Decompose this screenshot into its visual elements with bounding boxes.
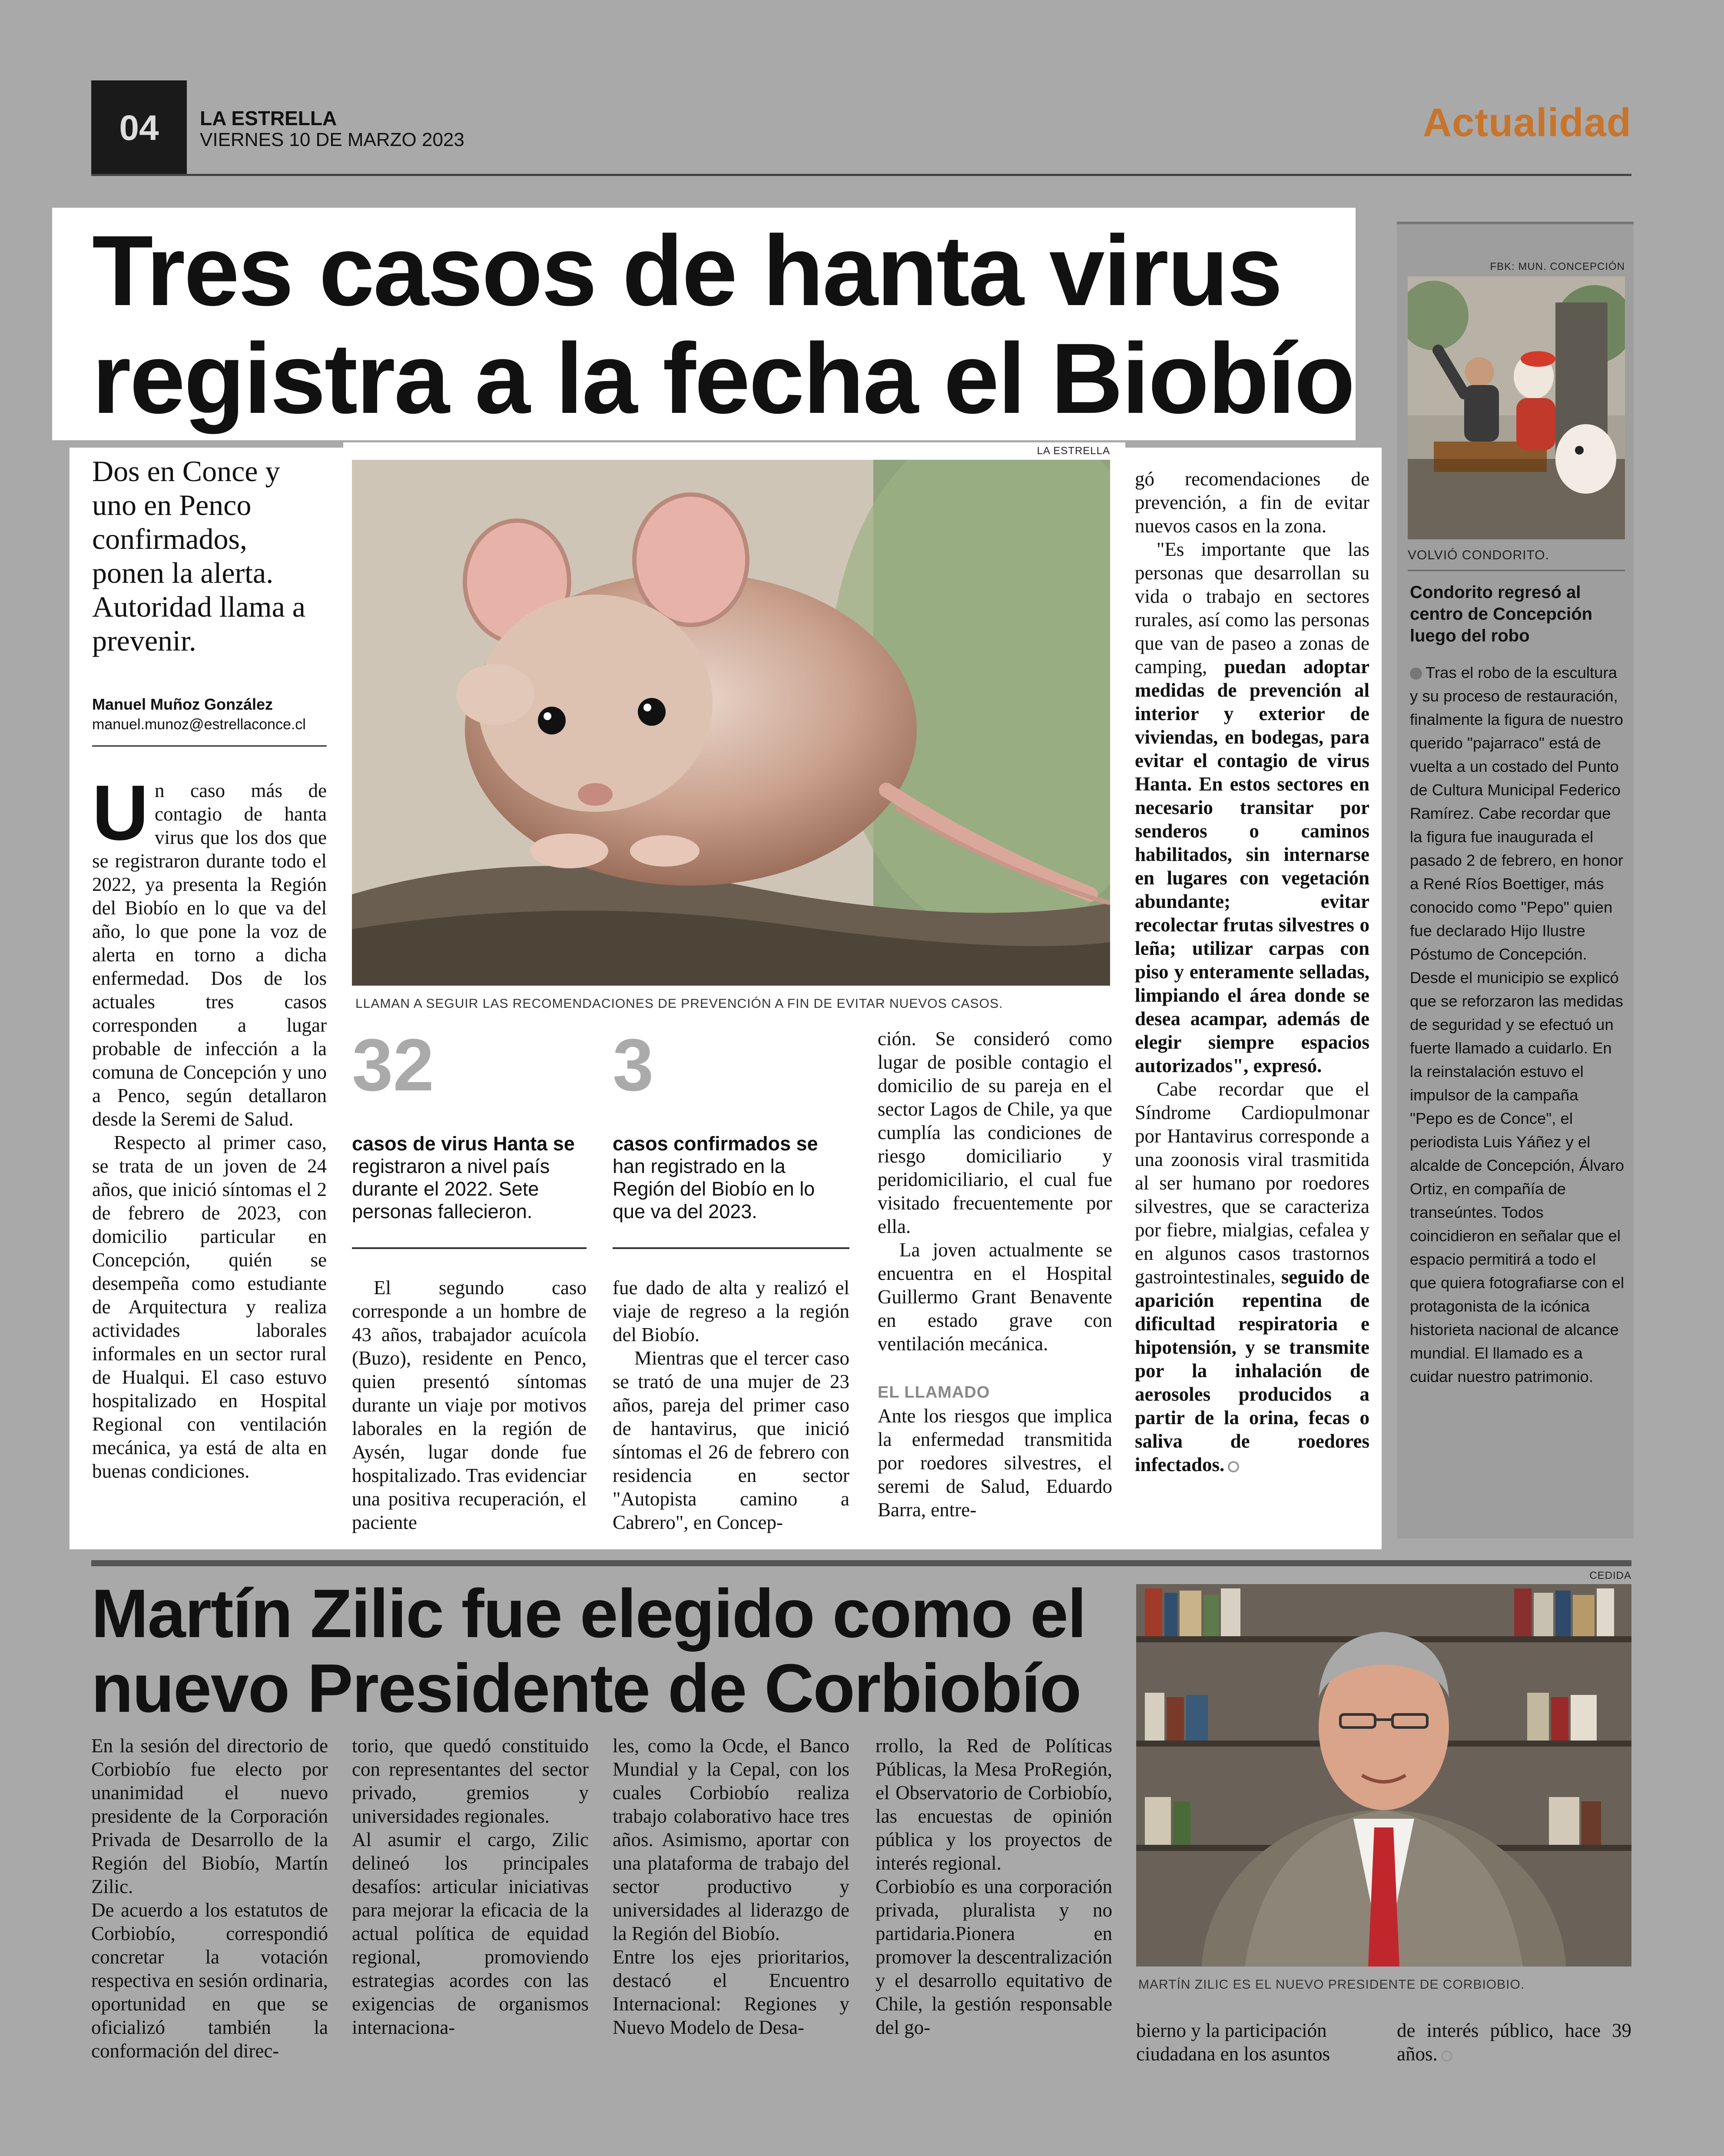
main-col5-paragraph3-bold: seguido de aparición repentina de dificultad respiratoria e hipotensión, y se transmite por la inhalación de aerosoles producidos a partir de la orina, fecas o saliva de roedores infectados.	[1135, 1266, 1370, 1475]
rat-illustration	[352, 460, 1110, 986]
sidebar-photo-credit: FBK: MUN. CONCEPCIÓN	[1490, 261, 1625, 272]
fact1-text: registraron a nivel país durante el 2022. Sete personas fallecieron.	[352, 1155, 550, 1223]
main-col4-text	[878, 1027, 1112, 1521]
second-col4-paragraph2: Corbiobío es una corporación privada, pluralista y no partidaria.Pionera en promover la descentralización y el desarrollo equitativo de Chile, la gestión responsable del go-	[875, 1876, 1112, 2038]
second-col4-text	[875, 1734, 1112, 2039]
main-deck: Dos en Conce y uno en Penco confirmados, ponen la alerta. Autoridad llama a prevenir.	[92, 455, 305, 657]
main-col1-text	[92, 769, 327, 1483]
sidebar-body: Tras el robo de la escultura y su proceso de restauración, finalmente la figura de nuestro querido "pajarraco" está de vuelta a un costado del Punto de Cultura Municipal Federico Ramírez. Cabe recordar que la figura fue inaugurada el pasado 2 de febrero, en honor a René Ríos Boettiger, más conocido como "Pepo" quien fue declarado Hijo Ilustre Póstumo de Concepción. Desde el municipio se explicó que se reforzaron las medidas de seguridad y se efectuó un fuerte llamado a cuidarlo. En la reinstalación estuvo el impulsor de la campaña "Pepo es de Conce", el periodista Luis Yáñez y el alcalde de Concepción, Álvaro Ortiz, en compañía de transeúntes. Todos coincidieron en señalar que el espacio permitirá a todo el que quiera fotografiarse con el protagonista de la icónica historieta nacional de alcance mundial. El llamado es a cuidar nuestro patrimonio.	[1410, 664, 1625, 1385]
main-col4-paragraph3: Ante los riesgos que implica la enfermedad transmitida por roedores silvestres, el seremi de Salud, Eduardo Barra, entre-	[878, 1405, 1112, 1521]
fact1-number: 32	[352, 1024, 434, 1106]
zilic-photo-credit: CEDIDA	[1589, 1570, 1631, 1581]
fact2-rule	[613, 1247, 849, 1249]
sidebar-caption-rule	[1408, 570, 1625, 571]
second-col6-paragraph1: de interés público, hace 39 años.	[1397, 2020, 1631, 2065]
main-col3-paragraph2: Mientras que el tercer caso se trató de una mujer de 23 años, pareja del primer caso de hantavirus, que inició síntomas el 26 de febrero con residencia en sector "Autopista camino a Cabrero", en Concep-	[613, 1347, 849, 1533]
main-center-box	[343, 442, 1125, 1549]
sidebar-box	[1397, 222, 1634, 1538]
main-col1-box	[70, 448, 343, 1549]
bullet-icon	[1410, 668, 1422, 680]
second-headline-line1: Martín Zilic fue elegido como el	[91, 1575, 1086, 1652]
fact2-text-block	[613, 1133, 849, 1223]
second-col1-paragraph1: En la sesión del directorio de Corbiobío fue electo por unanimidad el nuevo presidente de la Corporación Privada de Desarrollo de la Región del Biobío, Martín Zilic.	[91, 1735, 328, 1897]
fact2-text: han registrado en la Región del Biobío en lo que va del 2023.	[613, 1155, 815, 1223]
main-col1-paragraph: Respecto al primer caso, se trata de un joven de 24 años, que inició síntomas el 2 de febrero de 2023, con domicilio particular en Concepción, quién se desempeña como estudiante de Arquitectura y realiza actividades laborales informales en un sector rural de Hualqui. El caso estuvo hospitalizado en Hospital Regional con ventilación mecánica, ya está de alta en buenas condiciones.	[92, 1132, 327, 1482]
fact2-number: 3	[613, 1024, 654, 1106]
sidebar-photo-caption: VOLVIÓ CONDORITO.	[1408, 548, 1549, 562]
fact1-bold: casos de virus Hanta se	[352, 1133, 575, 1155]
second-col1-text	[91, 1734, 328, 2063]
main-headline-line2: registra a la fecha el Biobío	[92, 322, 1354, 434]
fact2-bold: casos confirmados se	[613, 1133, 818, 1155]
header-rule	[91, 174, 1631, 176]
byline-rule	[92, 745, 327, 747]
second-col6-text	[1397, 2019, 1631, 2066]
main-col3-paragraph1: fue dado de alta y realizó el viaje de regreso a la región del Biobío.	[613, 1277, 849, 1345]
end-mark-icon	[1228, 1461, 1239, 1472]
end-mark-icon	[1441, 2050, 1452, 2062]
second-col2-paragraph1: torio, que quedó constituido con representantes del sector privado, gremios y universidades regionales.	[352, 1735, 589, 1827]
second-col3-text	[613, 1734, 849, 2039]
main-col2-paragraph: El segundo caso corresponde a un hombre de 43 años, trabajador acuícola (Buzo), residente en Penco, quien presentó síntomas durante un viaje por motivos laborales en la región de Aysén, lugar donde fue hospitalizado. Tras evidenciar una positiva recuperación, el paciente	[352, 1277, 587, 1533]
sidebar-headline: Condorito regresó al centro de Concepción luego del robo	[1410, 583, 1593, 645]
page-header	[91, 80, 1631, 176]
sidebar-body-block	[1410, 661, 1625, 1389]
main-col3-text	[613, 1276, 849, 1534]
main-col5-quote: "Es importante que las personas que desarrollan su vida o trabajo en sectores rurales, así como las personas que van de paseo a zonas de camping,	[1135, 538, 1369, 678]
page-number: 04	[119, 108, 159, 148]
second-col2-text	[352, 1734, 589, 2039]
second-col3-paragraph2: Entre los ejes prioritarios, destacó el Encuentro Internacional: Regiones y Nuevo Modelo de Desa-	[613, 1946, 849, 2038]
fact1-text-block	[352, 1133, 587, 1223]
second-col2-paragraph2: Al asumir el cargo, Zilic delineó los principales desafíos: articular iniciativas para mejorar la eficacia de la actual política de equidad regional, promoviendo estrategias acordes con las exigencias de organismos internaciona-	[352, 1829, 589, 2038]
second-col4-paragraph1: rrollo, la Red de Políticas Públicas, la Mesa ProRegión, el Observatorio de Corbiobío, las encuestas de opinión pública y los proyectos de interés regional.	[875, 1735, 1112, 1874]
main-col5-box	[1125, 448, 1382, 1549]
author-name: Manuel Muñoz González	[92, 695, 273, 713]
issue-date: VIERNES 10 DE MARZO 2023	[200, 129, 464, 150]
zilic-photo	[1136, 1584, 1631, 1967]
second-col3-paragraph1: les, como la Ocde, el Banco Mundial y la Cepal, con los cuales Corbiobío realiza trabajo colaborativo hace tres años. Asimismo, aportar con una plataforma de trabajo del sector productivo y universidades al liderazgo de la Región del Biobío.	[613, 1735, 849, 1944]
rat-photo-credit: LA ESTRELLA	[1037, 445, 1110, 457]
paper-name: LA ESTRELLA	[200, 107, 337, 130]
condorito-illustration	[1408, 276, 1625, 539]
condorito-photo	[1408, 276, 1625, 539]
rat-photo	[352, 460, 1110, 986]
fact1-rule	[352, 1247, 587, 1249]
zilic-illustration	[1136, 1584, 1631, 1967]
zilic-photo-caption: MARTÍN ZILIC ES EL NUEVO PRESIDENTE DE CORBIOBIO.	[1138, 1977, 1525, 1992]
second-headline-line2: nuevo Presidente de Corbiobío	[91, 1650, 1081, 1727]
second-story-top-rule	[91, 1560, 1631, 1566]
author-email: manuel.munoz@estrellaconce.cl	[92, 716, 306, 733]
rat-photo-caption: LLAMAN A SEGUIR LAS RECOMENDACIONES DE PREVENCIÓN A FIN DE EVITAR NUEVOS CASOS.	[355, 997, 1003, 1011]
section-name: Actualidad	[1422, 100, 1631, 145]
subhead-el-llamado: EL LLAMADO	[878, 1383, 990, 1402]
main-headline-box	[52, 208, 1356, 440]
main-col4-paragraph1: ción. Se consideró como lugar de posible contagio el domicilio de su pareja en el sector Lagos de Chile, ya que cumplía las condiciones de riesgo domiciliario y peridomiciliario, el cual fue visitado frecuentemente por ella.	[878, 1028, 1112, 1237]
main-headline-line1: Tres casos de hanta virus	[92, 215, 1282, 326]
page-number-box	[91, 80, 187, 176]
second-col1-paragraph2: De acuerdo a los estatutos de Corbiobío, correspondió concretar la votación respectiva en sesión ordinaria, oportunidad en que se oficializó también la conformación del direc-	[91, 1899, 328, 2062]
second-col5-paragraph1: bierno y la participación ciudadana en los asuntos	[1136, 2020, 1330, 2065]
main-col2-text	[352, 1276, 587, 1534]
main-lead-paragraph: n caso más de contagio de hanta virus que los dos que se registraron durante todo el 2022, ya presenta la Región del Biobío en lo que va del año, lo que pone la voz de alerta en torno a dicha enfermedad. Dos de los actuales tres casos corresponden a lugar probable de infección a la comuna de Concepción y uno a Penco, según detallaron desde la Seremi de Salud.	[92, 780, 327, 1130]
main-col5-quote-bold: puedan adoptar medidas de prevención al interior y exterior de viviendas, en bodegas, para evitar el contagio de virus Hanta. En estos sectores en necesario transitar por senderos o caminos habilitados, sin internarse en lugares con vegetación abundante; evitar recolectar frutas silvestres o leña; utilizar carpas con piso y enteramente selladas, limpiando el área donde se desea acampar, además de elegir siempre espacios autorizados", expresó.	[1135, 656, 1370, 1076]
main-col4-paragraph2: La joven actualmente se encuentra en el Hospital Guillermo Grant Benavente en estado grave con ventilación mecánica.	[878, 1239, 1112, 1355]
drop-cap: U	[92, 769, 149, 857]
main-col5-paragraph3: Cabe recordar que el Síndrome Cardiopulmonar por Hantavirus corresponde a una zoonosis viral trasmitida al ser humano por roedores silvestres, que se caracteriza por fiebre, mialgias, cefalea y en algunos casos trastornos gastrointestinales,	[1135, 1078, 1369, 1288]
second-col5-text	[1136, 2019, 1373, 2066]
main-col5-paragraph1: gó recomendaciones de prevención, a fin de evitar nuevos casos en la zona.	[1135, 468, 1369, 537]
main-col5-text	[1135, 467, 1369, 1476]
